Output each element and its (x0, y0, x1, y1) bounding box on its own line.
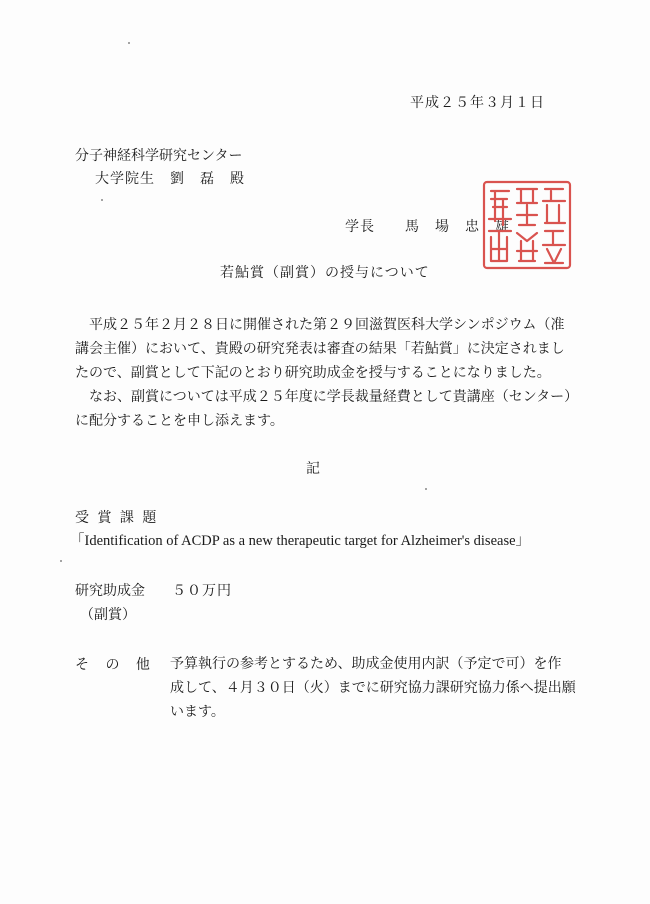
body-paragraph-1 (75, 313, 567, 385)
award-topic-label: 受 賞 課 題 (75, 510, 159, 526)
other-text (170, 652, 576, 724)
body-line: なお、副賞については平成２５年度に学長裁量経費として貴講座（センター） (75, 389, 579, 405)
body-line: に配分することを申し添えます。 (75, 413, 284, 429)
ki-heading: 記 (306, 461, 320, 477)
grant-amount: ５０万円 (172, 583, 232, 599)
body-line: 平成２５年２月２８日に開催された第２９回滋賀医科大学シンポジウム（准 (75, 317, 565, 333)
scan-speck (128, 42, 130, 44)
recipient-name: 大学院生 劉 磊 殿 (95, 171, 245, 187)
other-label: そ の 他 (75, 657, 156, 673)
body-line: 講会主催）において、貴殿の研究発表は審査の結果「若鮎賞」に決定されまし (75, 341, 565, 357)
document-subject: 若鮎賞（副賞）の授与について (220, 265, 430, 281)
grant-sub-label: （副賞） (80, 607, 136, 623)
body-line: たので、副賞として下記のとおり研究助成金を授与することになりました。 (75, 365, 551, 381)
other-line: 予算執行の参考とするため、助成金使用内訳（予定で可）を作 (170, 656, 562, 672)
award-topic-title: 「Identification of ACDP as a new therapeutic target for Alzheimer's disease」 (70, 533, 531, 549)
scan-speck (101, 199, 103, 201)
scan-speck (60, 560, 62, 562)
document-date: 平成２５年３月１日 (410, 95, 545, 111)
scan-speck (425, 488, 427, 490)
official-seal-stamp (481, 179, 573, 271)
body-paragraph-2 (75, 385, 579, 433)
grant-label: 研究助成金 (75, 583, 145, 599)
other-line: 成して、４月３０日（火）までに研究協力課研究協力係へ提出願 (170, 680, 576, 696)
other-line: います。 (170, 704, 225, 720)
sender-name: 学長 馬 場 忠 雄 (345, 219, 510, 235)
recipient-organization: 分子神経科学研究センター (75, 148, 243, 164)
